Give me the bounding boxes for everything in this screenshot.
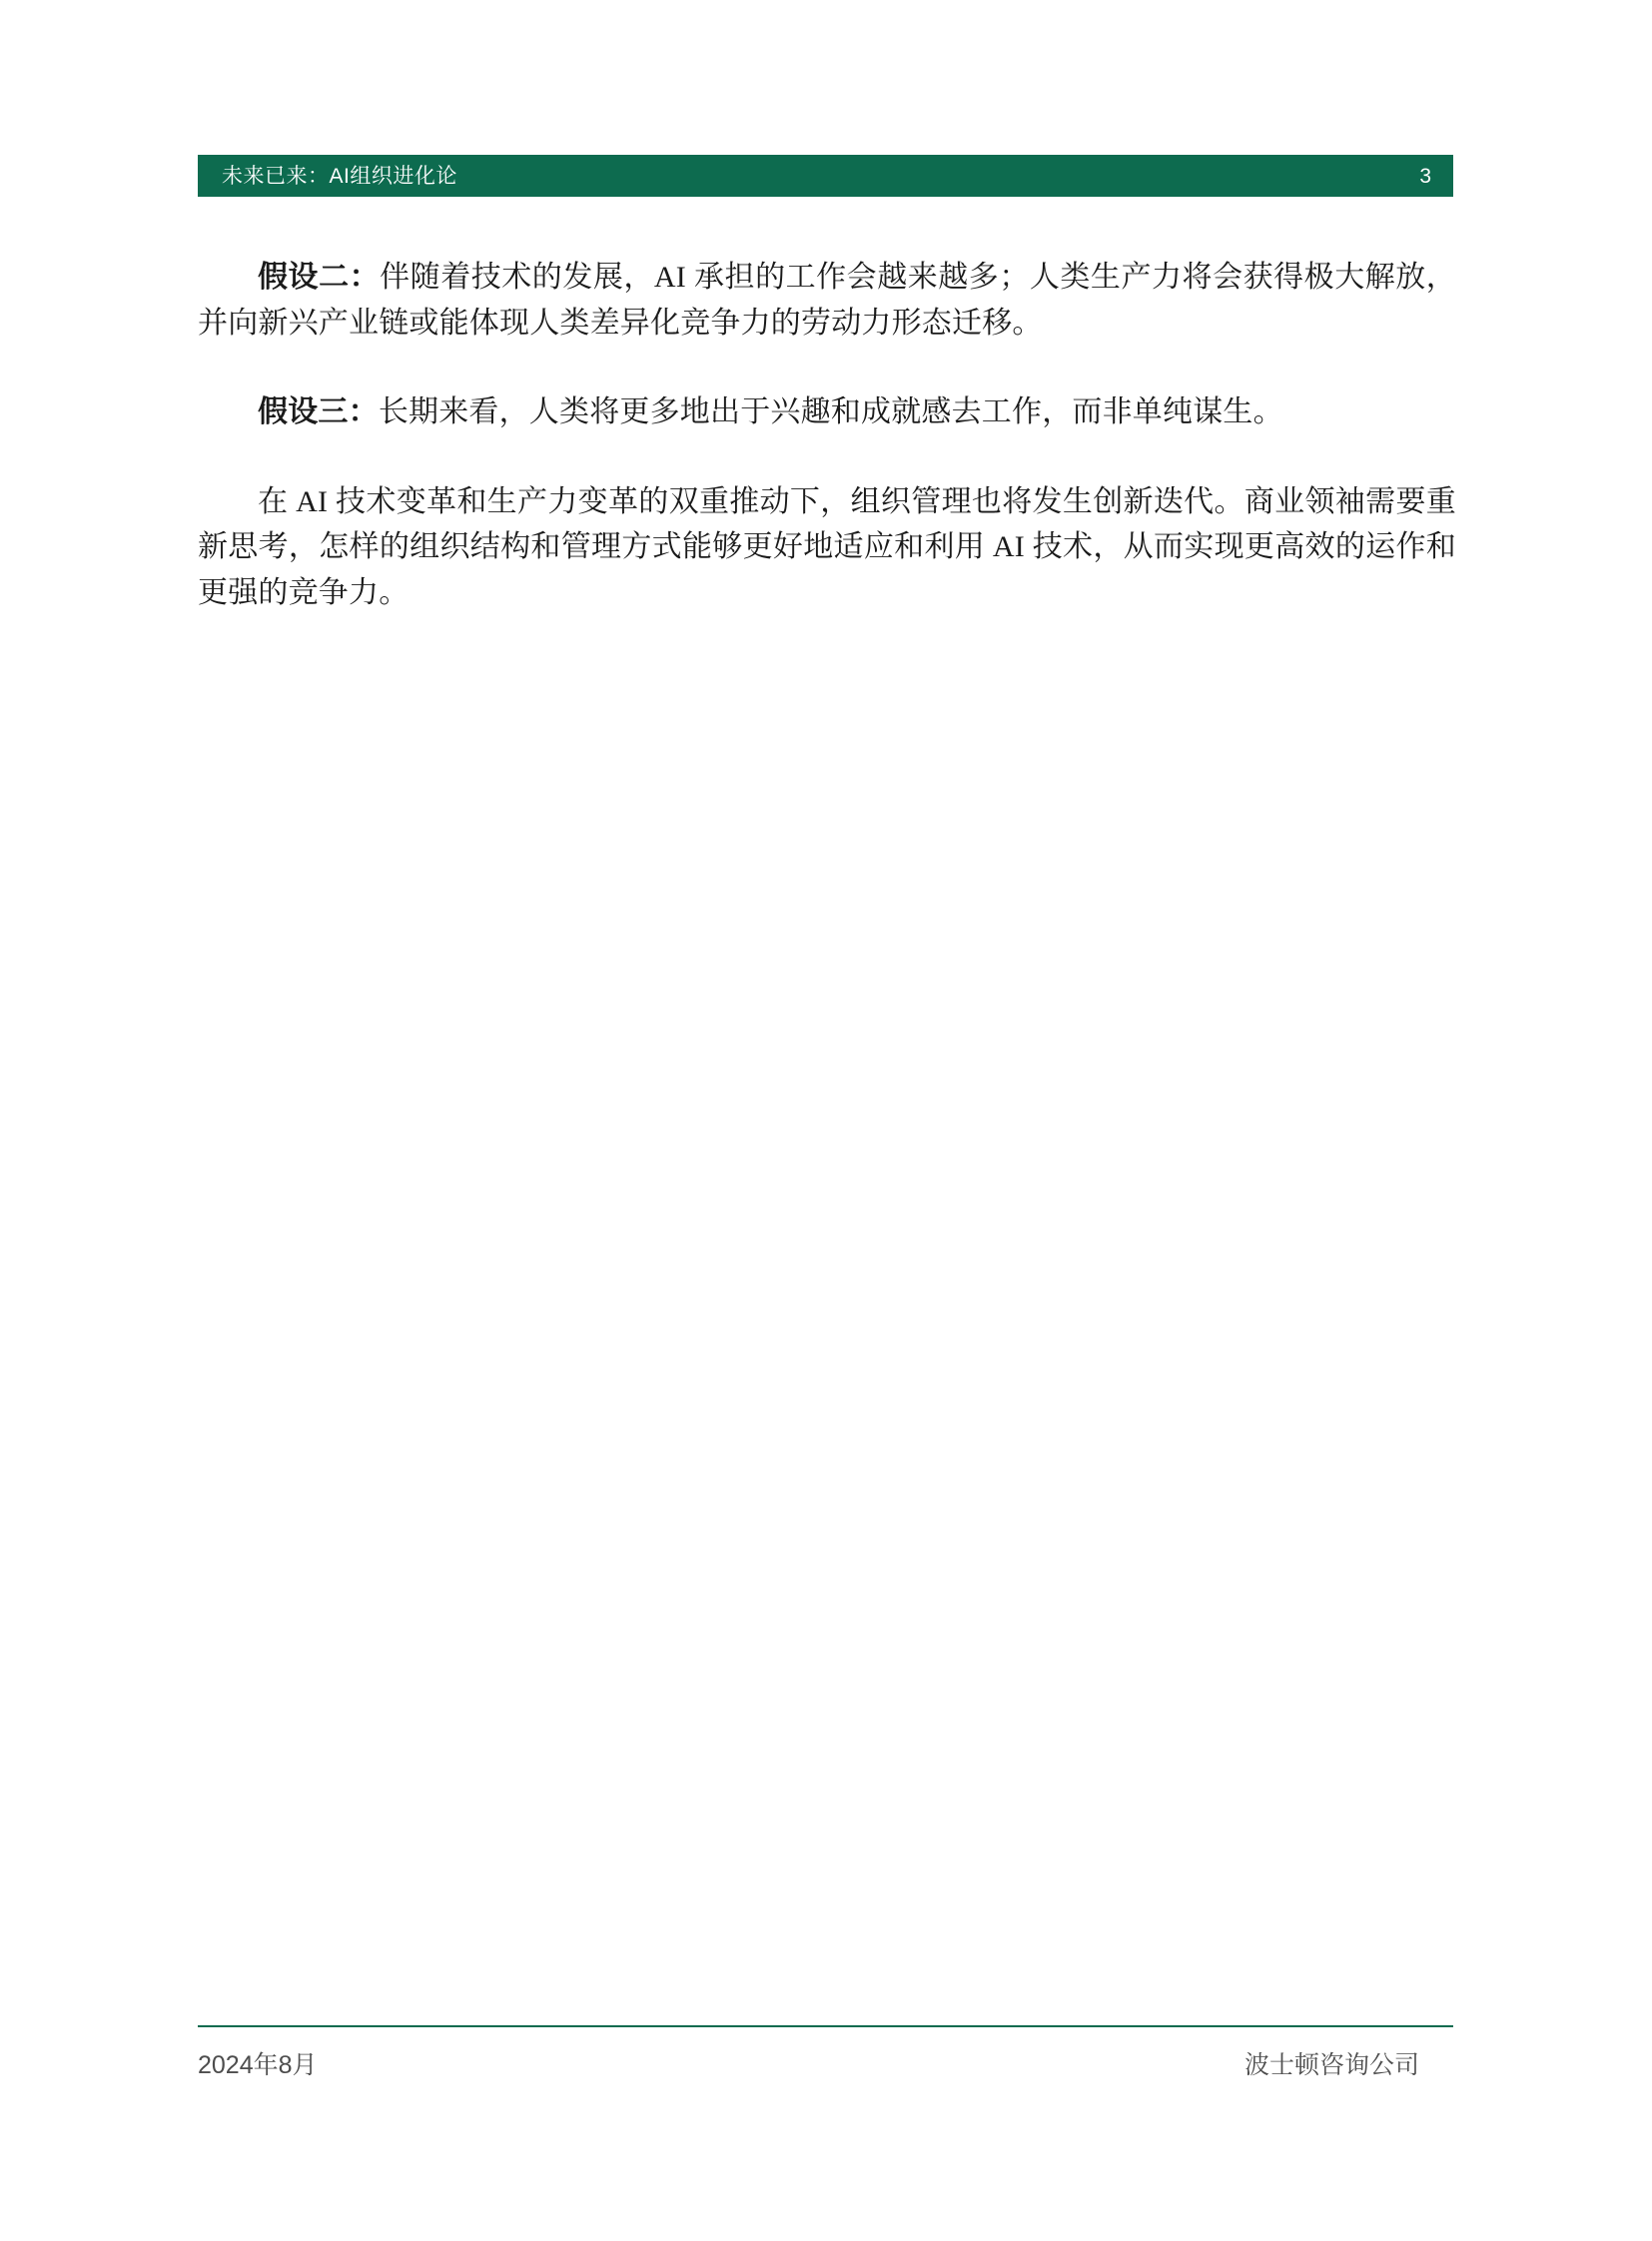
footer-publisher: 波士顿咨询公司 — [1243, 2051, 1419, 2079]
page-header-band — [198, 155, 1453, 197]
paragraph-lead-label: 假设三： — [258, 395, 379, 429]
footer-divider — [198, 2025, 1453, 2027]
paragraph-assumption-three — [198, 389, 1456, 435]
paragraph-assumption-two — [198, 255, 1456, 346]
page-footer — [198, 2045, 1453, 2081]
header-page-number: 3 — [1419, 164, 1431, 188]
paragraph-closing — [198, 479, 1456, 616]
footer-date: 2024年8月 — [198, 2051, 318, 2079]
paragraph-text: 在 AI 技术变革和生产力变革的双重推动下，组织管理也将发生创新迭代。商业领袖需要重新思考，怎样的组织结构和管理方式能够更好地适应和利用 AI 技术，从而实现更高效的运作和更强的竞争力。 — [198, 484, 1456, 609]
header-title: 未来已来：AI组织进化论 — [222, 164, 457, 188]
paragraph-lead-label: 假设二： — [258, 261, 381, 294]
paragraph-text: 伴随着技术的发展，AI 承担的工作会越来越多；人类生产力将会获得极大解放，并向新兴产业链或能体现人类差异化竞争力的劳动力形态迁移。 — [198, 261, 1456, 340]
page-content — [198, 255, 1456, 616]
paragraph-text: 长期来看，人类将更多地出于兴趣和成就感去工作，而非单纯谋生。 — [378, 395, 1283, 429]
